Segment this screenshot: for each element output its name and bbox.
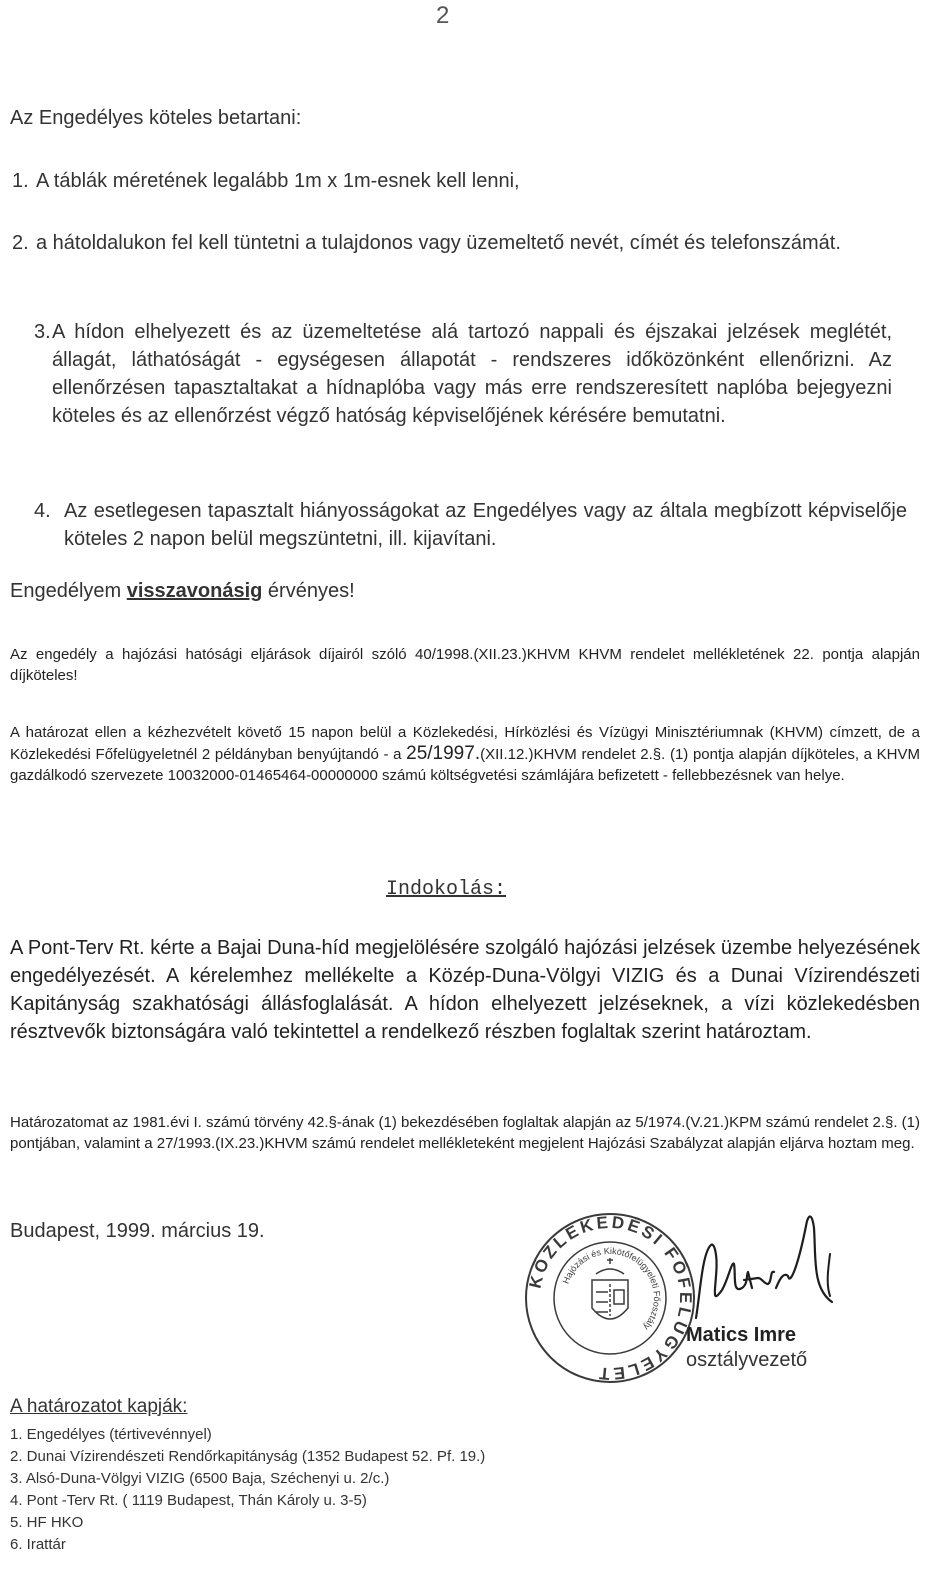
handwritten-signature [682,1206,862,1326]
list-item: 5. HF HKO [10,1514,84,1531]
appeal-notice [10,722,920,786]
obligation-text: A táblák méretének legalább 1m x 1m-esnek kell lenni, [36,170,520,192]
obligation-item [12,167,906,195]
validity-prefix: Engedélyem [10,580,127,602]
signatory-block [686,1324,807,1372]
obligation-item [34,497,907,553]
list-item: 2. Dunai Vízirendészeti Rendőrkapitányság (1352 Budapest 52. Pf. 19.) [10,1448,486,1465]
fee-notice: Az engedély a hajózási hatósági eljárások díjairól szóló 40/1998.(XII.23.)KHVM KHVM rendelet mellékletének 22. pontja alapján díjköteles! [10,646,920,684]
reasoning-text: A Pont-Terv Rt. kérte a Bajai Duna-híd megjelölésére szolgáló hajózási jelzések üzembe helyezésének engedélyezését. A kérelemhez mellékelte a Közép-Duna-Völgyi VIZIG és a Dunai Vízirendészeti Kapitányság szakhatósági állásfoglalását. A hídon elhelyezett jelzéseknek, a vízi közlekedésben résztvevők biztonságára való tekintettel a rendelkező részben foglaltak szerint határoztam. [10,937,920,1043]
appeal-text-big: 25/1997. [406,743,481,764]
appeal-text-a: A határozat ellen a kézhezvételt követő 15 napon belül a Közlekedési, Hírközlési és Vízügyi Minisztériumnak (KHVM) címzett, de a Közlekedési Főfelügyeletnél 2 példányban benyújtandó - a [10,724,920,763]
list-item: 4. Pont -Terv Rt. ( 1119 Budapest, Thán Károly u. 3-5) [10,1492,367,1509]
stamp-outer-text: KÖZLEKEDÉSI FŐFELÜGYELET [525,1212,696,1384]
obligation-number: 2. [12,232,29,254]
coat-of-arms-icon [592,1258,628,1319]
place-date: Budapest, 1999. március 19. [10,1220,265,1242]
recipients-title: A határozatot kapják: [10,1396,188,1417]
obligation-text: a hátoldalukon fel kell tüntetni a tulajdonos vagy üzemeltető nevét, címét és telefonszámát. [36,232,841,254]
obligation-number: 1. [12,170,29,192]
obligations-intro: Az Engedélyes köteles betartani: [10,107,302,129]
signatory-title: osztályvezető [686,1349,808,1371]
stamp-inner-text: Hajózási és Kikötőfelügyeleti Főosztály [560,1245,663,1333]
signatory-name: Matics Imre [686,1324,797,1346]
validity-emphasis: visszavonásig [126,580,263,602]
obligation-text: Az esetlegesen tapasztalt hiányosságokat az Engedélyes vagy az általa megbízott képviselője köteles 2 napon belül megszüntetni, ill. kijavítani. [64,500,907,550]
reasoning-heading: Indokolás: [386,878,507,901]
obligation-item [12,229,906,257]
list-item: 3. Alsó-Duna-Völgyi VIZIG (6500 Baja, Széchenyi u. 2/c.) [10,1470,390,1487]
recipients-list [10,1424,485,1556]
legal-basis: Határozatomat az 1981.évi I. számú törvény 42.§-ának (1) bekezdésében foglaltak alapján az 5/1974.(V.21.)KPM számú rendelet 2.§. (1) pontjában, valamint a 27/1993.(IX.23.)KHVM számú rendelet mellékleteként megjelent Hajózási Szabályzat alapján eljárva hoztam meg. [10,1114,920,1152]
obligation-text: A hídon elhelyezett és az üzemeltetése alá tartozó nappali és éjszakai jelzések meglétét, állagát, láthatóságát - egységesen állapotát - rendszeres időközönként ellenőrizni. Az ellenőrzésen tapasztaltakat a hídnaplóba vagy más erre rendszeresített naplóba bejegyezni köteles és az ellenőrzést végző hatóság képviselőjének kérésére bemutatni. [52,321,892,427]
list-item: 1. Engedélyes (tértivevénnyel) [10,1426,212,1443]
obligation-number: 4. [34,500,51,522]
official-stamp [520,1208,700,1388]
appeal-text-b: (XII.12.)KHVM rendelet 2.§. (1) pontja alapján díjköteles, a KHVM gazdálkodó szervezete 10032000-01465464-00000000 számú költségvetési számlájára befizetett - fellebbezésnek van helye. [10,746,920,784]
list-item: 6. Irattár [10,1536,66,1553]
validity-suffix: érvényes! [262,580,355,602]
obligation-item [34,318,892,430]
validity-statement [10,580,355,603]
page-number: 2 [436,2,450,29]
obligation-number: 3. [34,321,51,343]
